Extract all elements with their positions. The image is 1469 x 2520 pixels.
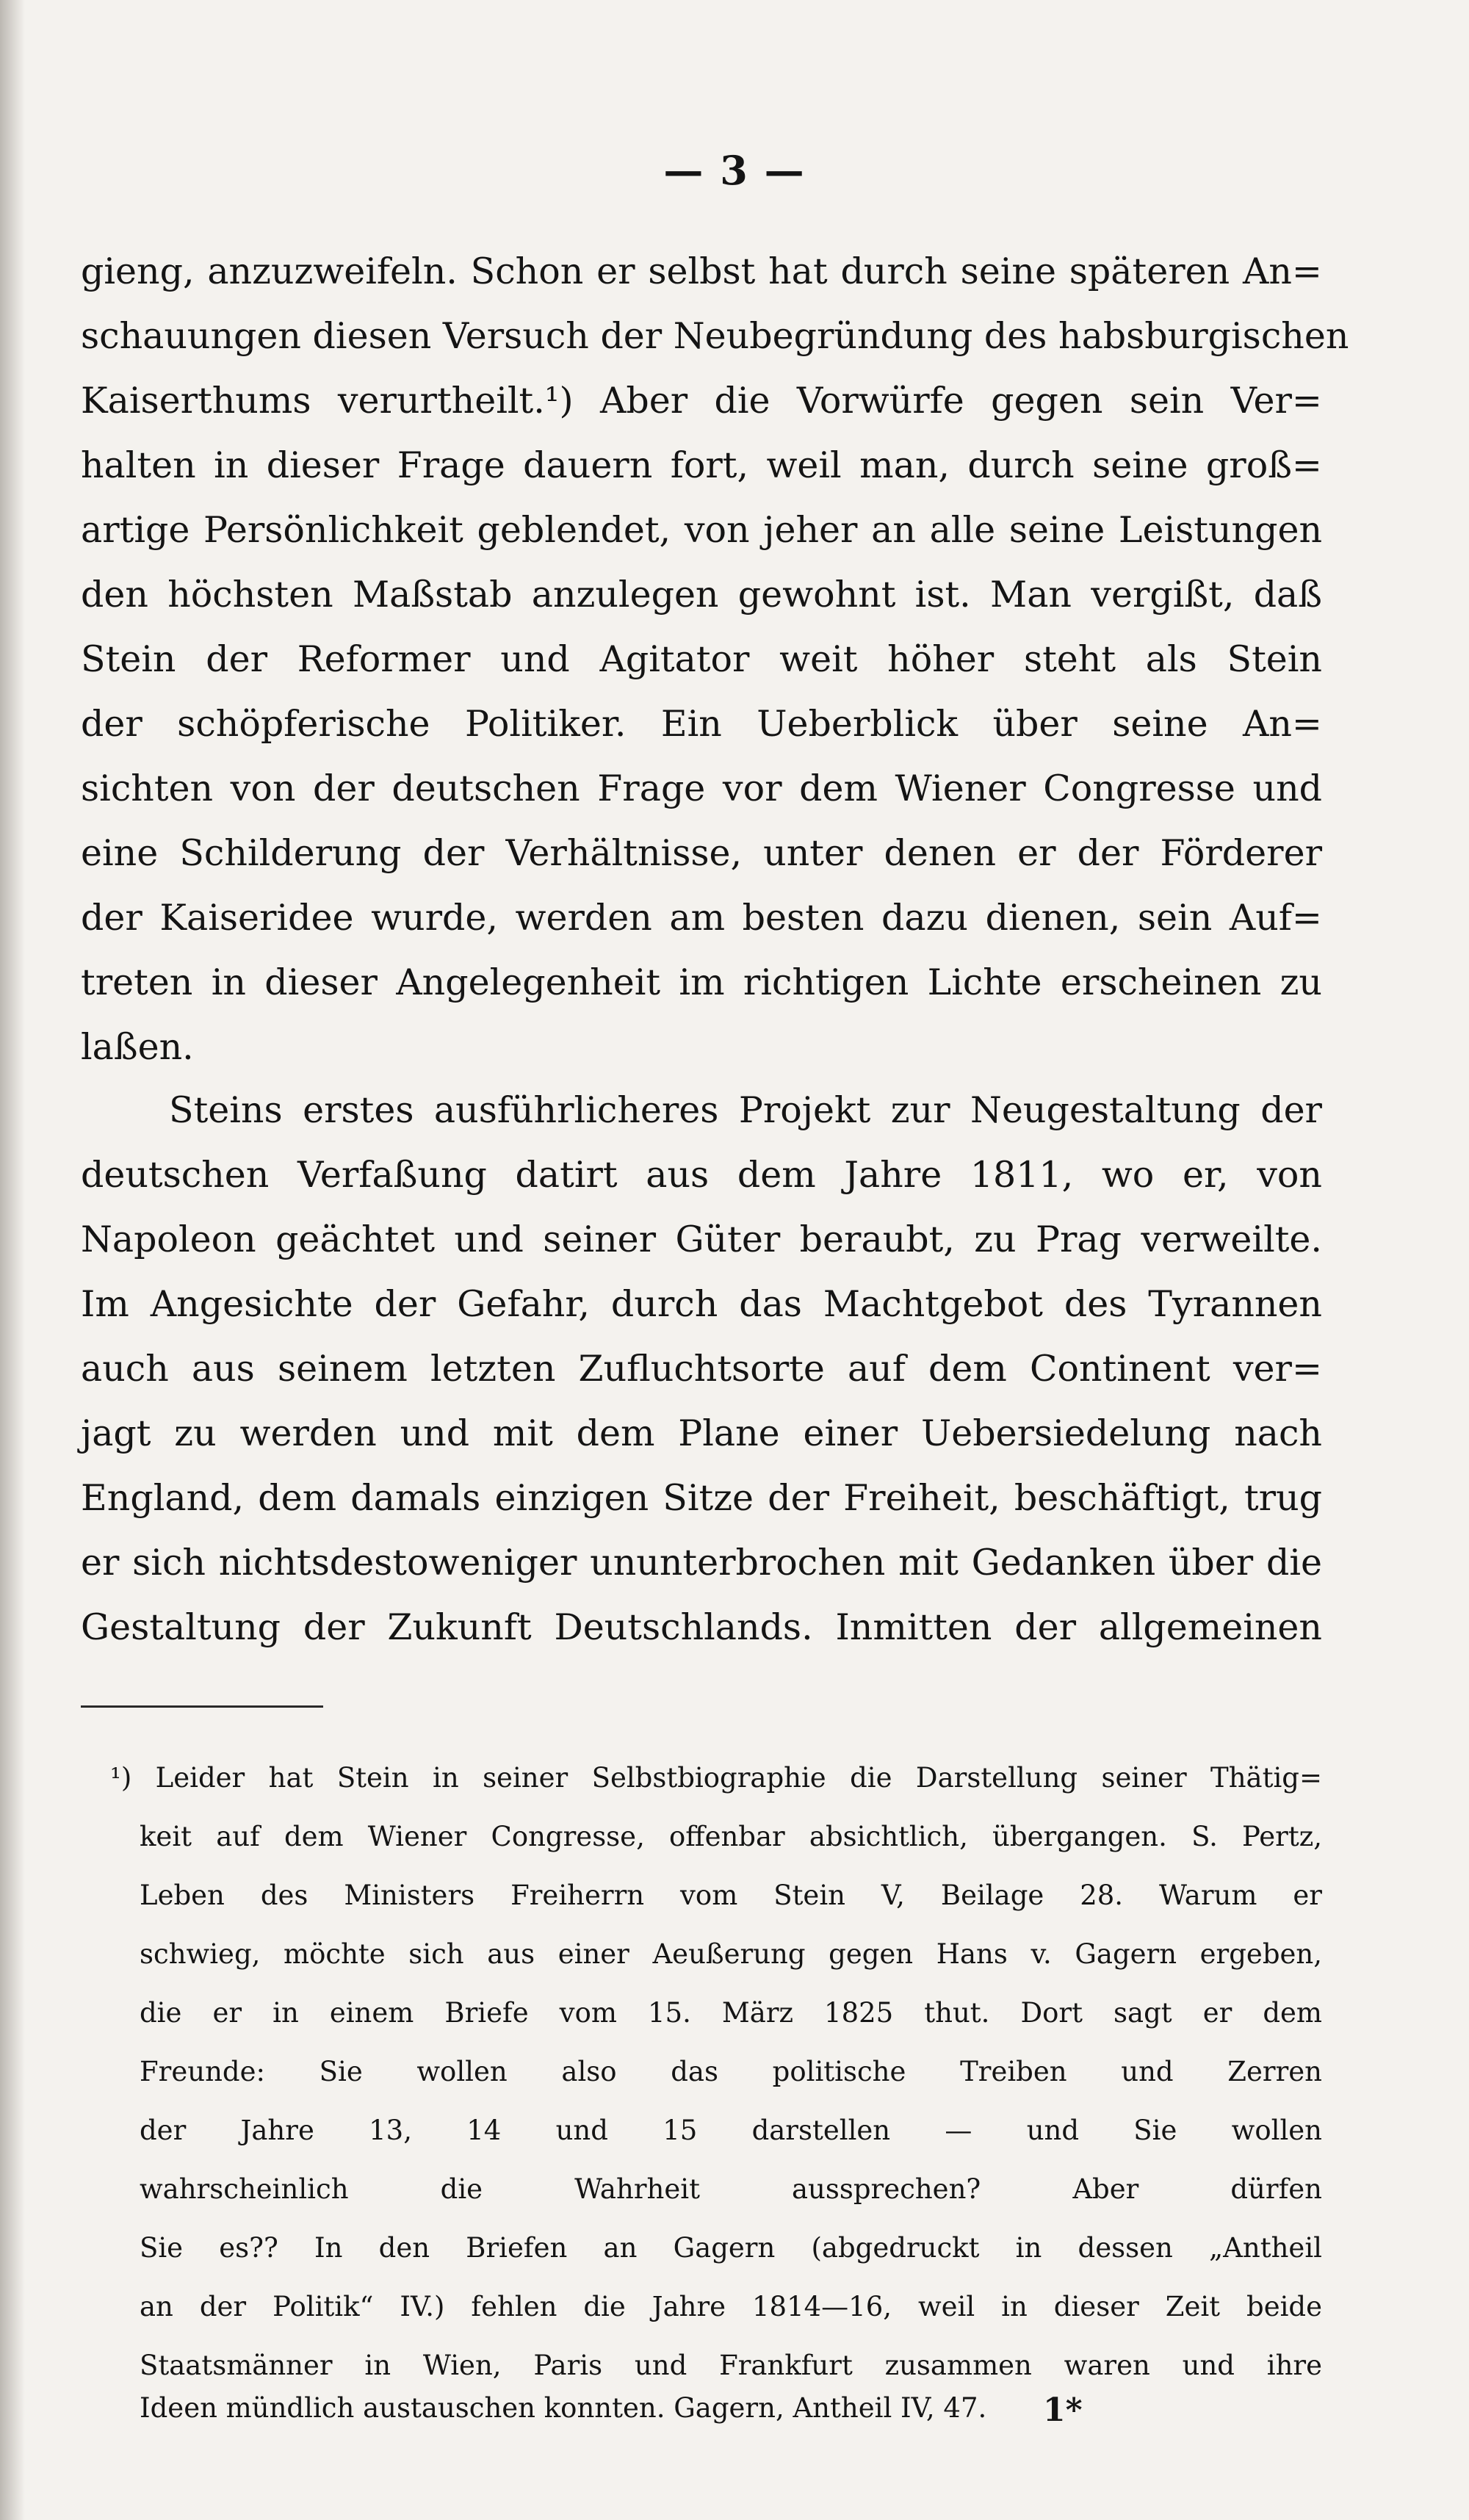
body-line: der schöpferische Politiker. Ein Ueberblick über seine An=	[81, 703, 1322, 745]
paragraph-first-line: Steins erstes ausführlicheres Projekt zur Neugestaltung der	[169, 1089, 1322, 1131]
footnote-line: Freunde: Sie wollen also das politische Treiben und Zerren	[140, 2056, 1322, 2087]
body-line: Stein der Reformer und Agitator weit höher steht als Stein	[81, 638, 1322, 680]
footnote-line: Ideen mündlich austauschen konnten. Gagern, Antheil IV, 47.	[140, 2392, 987, 2424]
footnote-line: Sie es?? In den Briefen an Gagern (abgedruckt in dessen „Antheil	[140, 2232, 1322, 2264]
body-line: den höchsten Maßstab anzulegen gewohnt ist. Man vergißt, daß	[81, 574, 1322, 615]
footnote-line: Leben des Ministers Freiherrn vom Stein V, Beilage 28. Warum er	[140, 1880, 1322, 1911]
body-line: sichten von der deutschen Frage vor dem Wiener Congresse und	[81, 768, 1322, 809]
body-line: Napoleon geächtet und seiner Güter beraubt, zu Prag verweilte.	[81, 1219, 1322, 1260]
body-line: Im Angesichte der Gefahr, durch das Machtgebot des Tyrannen	[81, 1283, 1322, 1325]
signature-mark: 1*	[1043, 2391, 1083, 2429]
footnote-line: ¹) Leider hat Stein in seiner Selbstbiographie die Darstellung seiner Thätig=	[110, 1762, 1322, 1794]
body-line: schauungen diesen Versuch der Neubegründung des habsburgischen	[81, 315, 1349, 357]
body-line: England, dem damals einzigen Sitze der Freiheit, beschäftigt, trug	[81, 1477, 1322, 1519]
footnote-line: der Jahre 13, 14 und 15 darstellen — und Sie wollen	[140, 2115, 1322, 2146]
body-line: artige Persönlichkeit geblendet, von jeher an alle seine Leistungen	[81, 509, 1322, 551]
body-line: gieng, anzuzweifeln. Schon er selbst hat durch seine späteren An=	[81, 250, 1322, 292]
body-line: Gestaltung der Zukunft Deutschlands. Inmitten der allgemeinen	[81, 1606, 1322, 1648]
footnote-separator-rule	[81, 1705, 323, 1708]
page-gutter-shadow	[0, 0, 25, 2520]
body-line: halten in dieser Frage dauern fort, weil man, durch seine groß=	[81, 444, 1322, 486]
body-line: der Kaiseridee wurde, werden am besten dazu dienen, sein Auf=	[81, 897, 1322, 939]
body-line: Kaiserthums verurtheilt.¹) Aber die Vorwürfe gegen sein Ver=	[81, 380, 1322, 422]
footnote-line: wahrscheinlich die Wahrheit aussprechen? Aber dürfen	[140, 2173, 1322, 2205]
body-line: laßen.	[81, 1026, 194, 1068]
footnote-line: Staatsmänner in Wien, Paris und Frankfurt zusammen waren und ihre	[140, 2350, 1322, 2381]
footnote-line: die er in einem Briefe vom 15. März 1825 thut. Dort sagt er dem	[140, 1997, 1322, 2029]
page-number-header: — 3 —	[663, 147, 806, 194]
body-line: jagt zu werden und mit dem Plane einer Uebersiedelung nach	[81, 1412, 1322, 1454]
body-line: treten in dieser Angelegenheit im richtigen Lichte erscheinen zu	[81, 961, 1322, 1003]
footnote-line: schwieg, möchte sich aus einer Aeußerung gegen Hans v. Gagern ergeben,	[140, 1938, 1322, 1970]
body-line: auch aus seinem letzten Zufluchtsorte auf dem Continent ver=	[81, 1348, 1322, 1390]
body-line: er sich nichtsdestoweniger ununterbrochen mit Gedanken über die	[81, 1542, 1322, 1584]
body-line: deutschen Verfaßung datirt aus dem Jahre 1811, wo er, von	[81, 1154, 1322, 1196]
footnote-line: keit auf dem Wiener Congresse, offenbar absichtlich, übergangen. S. Pertz,	[140, 1821, 1322, 1852]
footnote-line: an der Politik“ IV.) fehlen die Jahre 1814—16, weil in dieser Zeit beide	[140, 2291, 1322, 2322]
body-line: eine Schilderung der Verhältnisse, unter denen er der Förderer	[81, 832, 1322, 874]
